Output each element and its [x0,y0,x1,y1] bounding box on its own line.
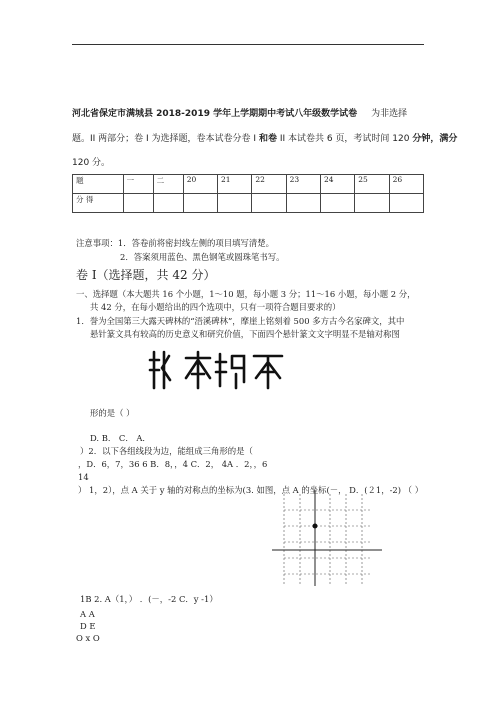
document-title [72,108,407,120]
table-row [73,175,424,194]
title-line2-c: II 本试卷共 6 页，考试时间 120 [276,134,413,144]
table-cell [183,194,217,213]
question-2-options: ，D．6，7，36 6 B．8，，4 C．2， 4A ．2，，6 [78,459,268,469]
note-1: 1．答卷前将密封线左侧的项目填写清楚。 [117,238,274,248]
question-1-line3: 形的是（ ） [90,408,135,418]
score-table [72,174,424,213]
note-2: 2．答案须用蓝色、黑色钢笔或圆珠笔书写。 [120,252,285,262]
title-line2-d: 分钟，满分 [412,134,458,144]
table-cell [389,194,423,213]
table-cell: 24 [320,175,354,194]
title-line1-tail: 为非选择 [371,109,408,119]
table-cell [153,194,183,213]
table-cell: 21 [218,175,252,194]
title-line1: 河北省保定市满城县 2018-2019 学年上学期期中考试八年级数学试卷 [72,109,358,119]
header-rule [72,44,424,45]
title-line2-a: 题。II 两部分；卷 I 为选择题，卷本试卷分卷 I [72,134,259,144]
section-instructions-2: 共 42 分，在每小题给出的四个选项中，只有一项符合题目要求的） [90,302,341,312]
question-3-options: 1B 2. A（1，） ．(－，-2 C．y -1） [80,594,218,604]
table-cell: 20 [183,175,217,194]
section-instructions-1: 一、选择题（本大题共 16 个小题，1～10 题，每小题 3 分；11～16 小题，每小题 2 分， [76,289,416,299]
question-1-options: D. B． C． A． [90,433,151,443]
table-cell: 题 [73,175,124,194]
table-cell: 二 [153,175,183,194]
table-cell [355,194,389,213]
coordinate-grid-figure [270,488,418,588]
table-cell: 23 [286,175,320,194]
table-cell [123,194,153,213]
question-1-line2: 悬针篆文具有较高的历史意义和研究价值，下面四个悬针篆文文字明显不是轴对称图 [90,329,400,339]
figure-label-fragment-1: A A [80,609,95,619]
table-cell [320,194,354,213]
question-1-line1: 1．誉为全国第三大露天碑林的“浯溪碑林”，摩崖上铭刻着 500 多方古今名家碑文，其中 [76,316,405,326]
question-number-fragment: 14 [78,472,89,482]
table-cell [252,194,286,213]
question-2-text: ）2．以下各组线段为边，能组成三角形的是（ [80,446,253,456]
table-cell: 分 得 [73,194,124,213]
notes-label: 注意事项： [76,238,118,248]
section-heading: 卷 I（选择题，共 42 分） [76,268,216,282]
figure-label-fragment-2: D E [80,621,96,631]
title-line2 [72,133,457,145]
table-row [73,194,424,213]
table-cell [218,194,252,213]
question-3-text: ） 1，2），点 A 关于 y 轴的对称点的坐标为(3. 如图，点 A 的坐标(－， D．(２1，-2) （ ） [78,485,424,495]
figure-label-fragment-3: O x O [76,633,100,643]
table-cell [286,194,320,213]
seal-script-characters-image [148,348,288,390]
title-line3: 120 分。 [72,158,111,168]
point-a-marker [313,524,318,529]
table-cell: 一 [123,175,153,194]
table-cell: 25 [355,175,389,194]
title-line2-b: 和卷 [258,134,277,144]
table-cell: 22 [252,175,286,194]
table-cell: 26 [389,175,423,194]
notes-line1 [76,238,274,249]
